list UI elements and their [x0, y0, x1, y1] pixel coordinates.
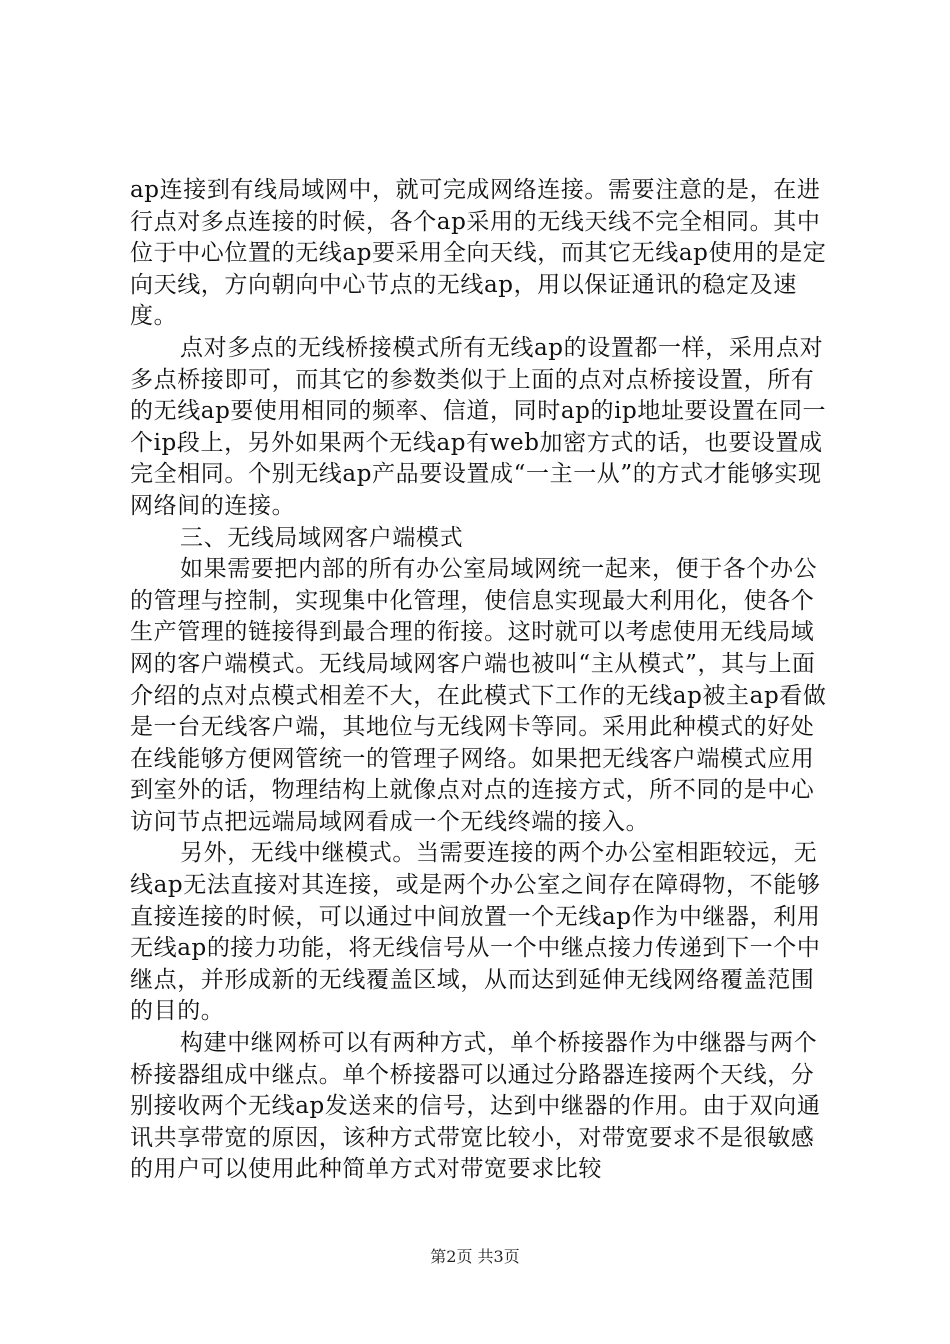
paragraph-2: 点对多点的无线桥接模式所有无线ap的设置都一样，采用点对多点桥接即可，而其它的参数类似于上面的点对点桥接设置，所有的无线ap要使用相同的频率、信道，同时ap的ip地址要设置在同一个ip段上，另外如果两个无线ap有web加密方式的话，也要设置成完全相同。个别无线ap产品要设置成“一主一从”的方式才能够实现网络间的连接。 — [130, 334, 827, 519]
page-footer: 第2页 共3页 — [430, 1247, 520, 1266]
paragraph-1: ap连接到有线局域网中，就可完成网络连接。需要注意的是，在进行点对多点连接的时候，各个ap采用的无线天线不完全相同。其中位于中心位置的无线ap要采用全向天线，而其它无线ap使用的是定向天线，方向朝向中心节点的无线ap，用以保证通讯的稳定及速度。 — [130, 177, 827, 330]
section-heading: 三、无线局域网客户端模式 — [180, 524, 464, 551]
paragraph-3: 如果需要把内部的所有办公室局域网统一起来，便于各个办公的管理与控制，实现集中化管理，使信息实现最大利用化，使各个生产管理的链接得到最合理的衔接。这时就可以考虑使用无线局域网的客户端模式。无线局域网客户端也被叫“主从模式”，其与上面介绍的点对点模式相差不大，在此模式下工作的无线ap被主ap看做是一台无线客户端，其地位与无线网卡等同。采用此种模式的好处在线能够方便网管统一的管理子网络。如果把无线客户端模式应用到室外的话，物理结构上就像点对点的连接方式，所不同的是中心访问节点把远端局域网看成一个无线终端的接入。 — [130, 556, 827, 835]
document-body — [130, 175, 835, 1186]
paragraph-4: 另外，无线中继模式。当需要连接的两个办公室相距较远，无线ap无法直接对其连接，或是两个办公室之间存在障碍物，不能够直接连接的时候，可以通过中间放置一个无线ap作为中继器，利用无线ap的接力功能，将无线信号从一个中继点接力传递到下一个中继点，并形成新的无线覆盖区域，从而达到延伸无线网络覆盖范围的目的。 — [130, 840, 821, 1025]
paragraph-5: 构建中继网桥可以有两种方式，单个桥接器作为中继器与两个桥接器组成中继点。单个桥接器可以通过分路器连接两个天线，分别接收两个无线ap发送来的信号，达到中继器的作用。由于双向通讯共享带宽的原因，该种方式带宽比较小，对带宽要求不是很敏感的用户可以使用此种简单方式对带宽要求比较 — [130, 1030, 821, 1183]
